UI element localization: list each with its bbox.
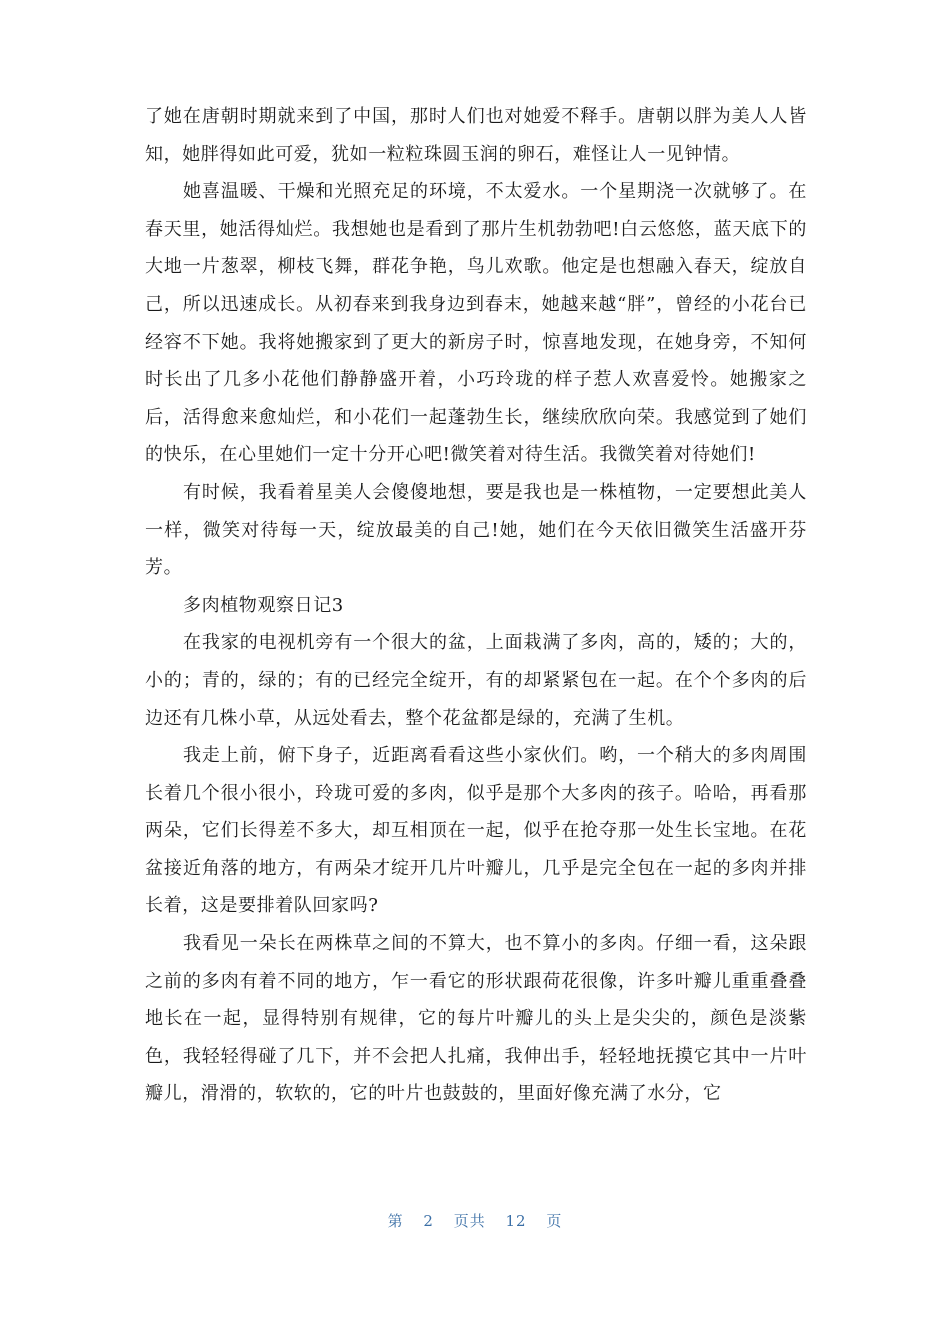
footer-label-pages: 页 [546, 1212, 563, 1230]
footer-current-page: 2 [423, 1212, 434, 1230]
footer-label-of: 页共 [453, 1212, 486, 1230]
paragraph-5: 我走上前，俯下身子，近距离看看这些小家伙们。哟，一个稍大的多肉周围长着几个很小很小，玲珑可爱的多肉，似乎是那个大多肉的孩子。哈哈，再看那两朵，它们长得差不多大，却互相顶在一起，似乎在抢夺那一处生长宝地。在花盆接近角落的地方，有两朵才绽开几片叶瓣儿，几乎是完全包在一起的多肉并排长着，这是要排着队回家吗? [145, 745, 807, 917]
section-heading: 多肉植物观察日记3 [183, 594, 344, 616]
footer-label-page: 第 [387, 1212, 404, 1230]
paragraph-3: 有时候，我看着星美人会傻傻地想，要是我也是一株植物，一定要想此美人一样，微笑对待每一天，绽放最美的自己!她，她们在今天依旧微笑生活盛开芬芳。 [145, 481, 807, 579]
document-body [145, 98, 807, 1113]
paragraph-6: 我看见一朵长在两株草之间的不算大，也不算小的多肉。仔细一看，这朵跟之前的多肉有着不同的地方，乍一看它的形状跟荷花很像，许多叶瓣儿重重叠叠地长在一起，显得特别有规律，它的每片叶瓣儿的头上是尖尖的，颜色是淡紫色，我轻轻得碰了几下，并不会把人扎痛，我伸出手，轻轻地抚摸它其中一片叶瓣儿，滑滑的，软软的，它的叶片也鼓鼓的，里面好像充满了水分，它 [145, 933, 807, 1105]
paragraph-2: 她喜温暖、干燥和光照充足的环境，不太爱水。一个星期浇一次就够了。在春天里，她活得灿烂。我想她也是看到了那片生机勃勃吧!白云悠悠，蓝天底下的大地一片葱翠，柳枝飞舞，群花争艳，鸟儿欢歌。他定是也想融入春天，绽放自己，所以迅速成长。从初春来到我身边到春末，她越来越“胖”，曾经的小花台已经容不下她。我将她搬家到了更大的新房子时，惊喜地发现，在她身旁，不知何时长出了几多小花他们静静盛开着，小巧玲珑的样子惹人欢喜爱怜。她搬家之后，活得愈来愈灿烂，和小花们一起蓬勃生长，继续欣欣向荣。我感觉到了她们的快乐，在心里她们一定十分开心吧!微笑着对待生活。我微笑着对待她们! [145, 181, 807, 466]
paragraph-4: 在我家的电视机旁有一个很大的盆，上面栽满了多肉，高的，矮的；大的，小的；青的，绿的；有的已经完全绽开，有的却紧紧包在一起。在个个多肉的后边还有几株小草，从远处看去，整个花盆都是绿的，充满了生机。 [145, 632, 807, 729]
paragraph-1: 了她在唐朝时期就来到了中国，那时人们也对她爱不释手。唐朝以胖为美人人皆知，她胖得如此可爱，犹如一粒粒珠圆玉润的卵石，难怪让人一见钟情。 [145, 106, 807, 165]
page-footer [0, 1210, 950, 1231]
footer-total-pages: 12 [505, 1212, 527, 1230]
